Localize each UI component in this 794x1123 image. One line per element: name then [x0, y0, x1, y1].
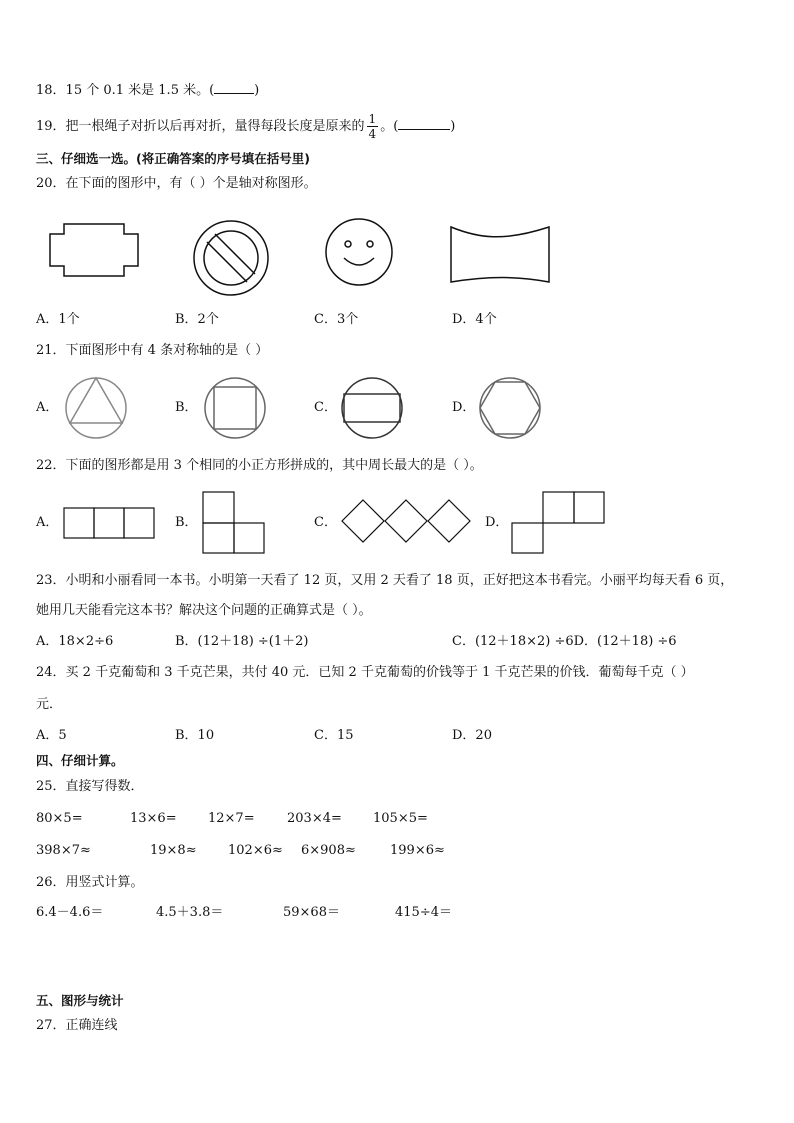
q26-item[interactable]: 4.5＋3.8＝	[156, 905, 224, 920]
q25-item[interactable]: 80×5=	[36, 811, 83, 826]
q21-figure-rectangle-in-circle	[340, 376, 404, 440]
q18-text: 18．15 个 0.1 米是 1.5 米。(	[36, 83, 215, 98]
q20-figure-notched-rect	[48, 222, 140, 278]
q21-figure-square-in-circle	[203, 376, 267, 440]
q26-item[interactable]: 6.4－4.6＝	[36, 905, 104, 920]
q25-item[interactable]: 102×6≈	[228, 843, 283, 858]
question-19	[36, 112, 455, 142]
q21-stem: 21．下面图形中有 4 条对称轴的是（ ）	[36, 343, 269, 358]
q26-stem: 26．用竖式计算。	[36, 875, 144, 890]
q24-option-d[interactable]: D．20	[452, 728, 492, 743]
q20-option-a[interactable]: A．1个	[36, 312, 80, 327]
q20-figure-wavy-banner	[448, 224, 552, 284]
q21-label-b[interactable]: B．	[175, 400, 198, 415]
q25-item[interactable]: 203×4=	[287, 811, 342, 826]
q21-label-c[interactable]: C．	[314, 400, 337, 415]
q25-item[interactable]: 13×6=	[130, 811, 177, 826]
q26-item[interactable]: 415÷4＝	[395, 905, 452, 920]
q24-option-b[interactable]: B．10	[175, 728, 215, 743]
fraction-numerator: 1	[368, 112, 377, 126]
q20-option-b[interactable]: B．2个	[175, 312, 219, 327]
q22-stem: 22．下面的图形都是用 3 个相同的小正方形拼成的，其中周长最大的是（ ）。	[36, 458, 483, 473]
q22-label-b[interactable]: B．	[175, 515, 198, 530]
q23-option-a[interactable]: A．18×2÷6	[36, 634, 114, 649]
q20-option-d[interactable]: D．4个	[452, 312, 497, 327]
q22-figure-l-shape	[202, 491, 266, 555]
q19-after: 。(	[380, 119, 399, 134]
section-5-heading: 五、图形与统计	[36, 993, 124, 1008]
q19-close: )	[450, 119, 456, 134]
q25-item[interactable]: 6×908≈	[301, 843, 356, 858]
q22-label-a[interactable]: A．	[36, 515, 59, 530]
q18-answer-blank[interactable]	[214, 93, 254, 94]
q23-line-1: 23．小明和小丽看同一本书。小明第一天看了 12 页，又用 2 天看了 18 页，正好把这本书看完。小丽平均每天看 6 页，	[36, 573, 734, 588]
q22-label-d[interactable]: D．	[485, 515, 509, 530]
q26-item[interactable]: 59×68＝	[283, 905, 340, 920]
q21-figure-hexagon-in-circle	[478, 376, 542, 440]
q24-line-1: 24．买 2 千克葡萄和 3 千克芒果，共付 40 元．已知 2 千克葡萄的价钱等于 1 千克芒果的价钱．葡萄每千克（ ）	[36, 665, 694, 680]
q19-fraction	[367, 112, 379, 141]
q22-label-c[interactable]: C．	[314, 515, 337, 530]
q21-figure-triangle-in-circle	[64, 376, 128, 440]
section-3-heading: 三、仔细选一选。(将正确答案的序号填在括号里)	[36, 151, 310, 166]
q18-close: )	[254, 83, 260, 98]
q24-option-c[interactable]: C．15	[314, 728, 354, 743]
q24-line-2: 元．	[36, 697, 63, 712]
q21-label-d[interactable]: D．	[452, 400, 476, 415]
fraction-denominator: 4	[368, 127, 377, 141]
q23-line-2: 她用几天能看完这本书？解决这个问题的正确算式是（ ）。	[36, 603, 372, 618]
q25-item[interactable]: 19×8≈	[150, 843, 197, 858]
q23-option-c-d[interactable]: C．(12＋18×2) ÷6D．(12＋18) ÷6	[452, 634, 677, 649]
q27-stem: 27．正确连线	[36, 1018, 118, 1033]
q23-option-b[interactable]: B．(12＋18) ÷(1＋2)	[175, 634, 309, 649]
q25-item[interactable]: 199×6≈	[390, 843, 445, 858]
q25-item[interactable]: 398×7≈	[36, 843, 91, 858]
q19-text: 19．把一根绳子对折以后再对折，量得每段长度是原来的	[36, 119, 365, 134]
q20-figure-no-sign	[192, 219, 270, 297]
q22-figure-diamonds	[341, 498, 475, 546]
q22-figure-step-shape	[511, 491, 607, 555]
q20-option-c[interactable]: C．3个	[314, 312, 359, 327]
q24-option-a[interactable]: A．5	[36, 728, 67, 743]
q20-stem: 20．在下面的图形中，有（ ）个是轴对称图形。	[36, 176, 317, 191]
q22-figure-three-in-row	[63, 507, 157, 539]
q21-label-a[interactable]: A．	[36, 400, 59, 415]
q20-figure-smiley-face	[325, 218, 393, 286]
question-18	[36, 83, 259, 99]
section-4-heading: 四、仔细计算。	[36, 753, 124, 768]
q19-answer-blank[interactable]	[398, 129, 450, 130]
q25-item[interactable]: 12×7=	[208, 811, 255, 826]
q25-stem: 25．直接写得数．	[36, 779, 144, 794]
q25-item[interactable]: 105×5=	[373, 811, 428, 826]
